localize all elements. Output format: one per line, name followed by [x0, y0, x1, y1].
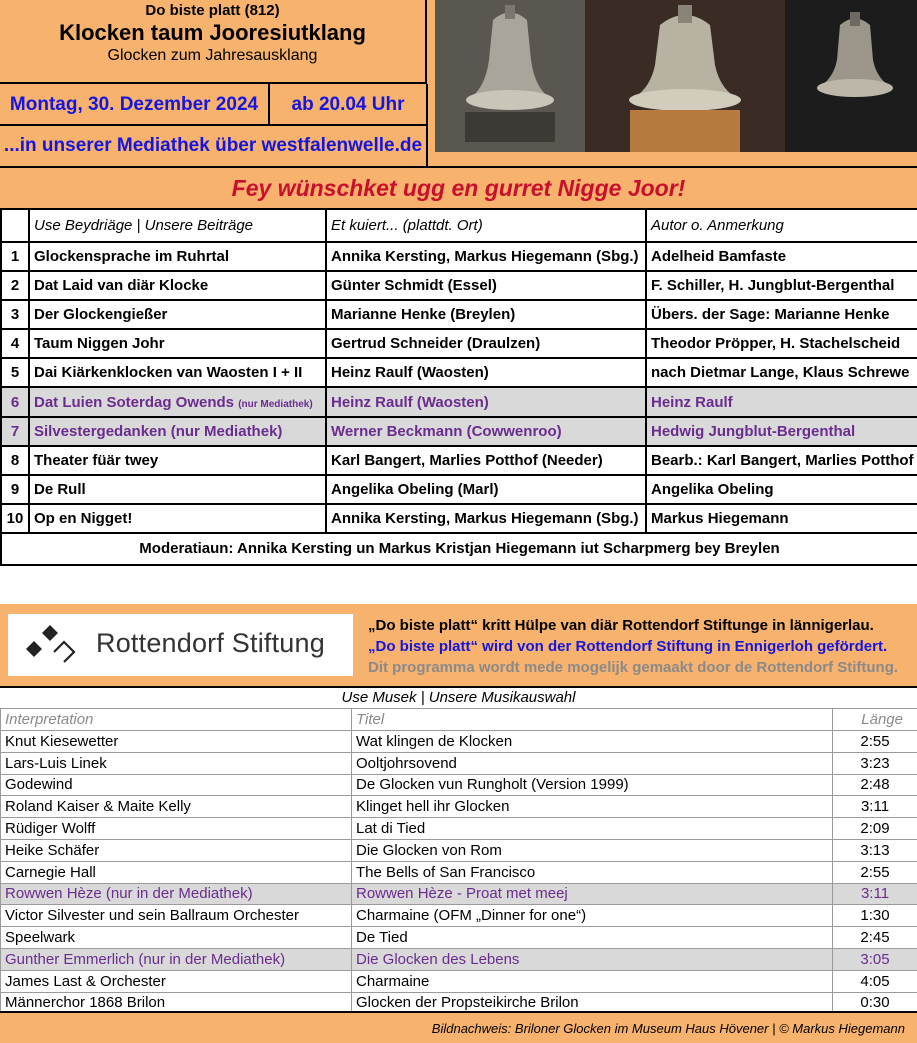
broadcast-time: ab 20.04 Uhr [270, 84, 428, 126]
bell-right-icon [785, 0, 917, 152]
header-info [0, 0, 428, 166]
music-artist: Knut Kiesewetter [1, 731, 352, 753]
bell-left-icon [435, 0, 585, 152]
music-length: 2:55 [833, 731, 917, 753]
title-box [0, 0, 427, 84]
music-length: 3:23 [833, 752, 917, 774]
row-number: 4 [1, 329, 29, 358]
music-table [0, 708, 917, 1014]
contribution-title: Glockensprache im Ruhrtal [29, 242, 326, 271]
contribution-row [1, 446, 917, 475]
mediathek-link[interactable]: ...in unserer Mediathek über westfalenwelle.de [0, 126, 428, 166]
contribution-title [29, 387, 326, 416]
music-length: 3:13 [833, 839, 917, 861]
contribution-title: Theater füär twey [29, 446, 326, 475]
bell-middle-icon [585, 0, 785, 152]
music-artist: Heike Schäfer [1, 839, 352, 861]
contribution-author: Adelheid Bamfaste [646, 242, 917, 271]
contribution-author: Markus Hiegemann [646, 504, 917, 533]
image-credits: Bildnachweis: Briloner Glocken im Museum Haus Hövener | © Markus Hiegemann [431, 1021, 905, 1036]
contribution-author: nach Dietmar Lange, Klaus Schrewe [646, 358, 917, 387]
music-length: 3:05 [833, 948, 917, 970]
contribution-speaker: Marianne Henke (Breylen) [326, 300, 646, 329]
contribution-title: Dat Laid van diär Klocke [29, 271, 326, 300]
contribution-row [1, 475, 917, 504]
contributions-header-row [1, 209, 917, 242]
music-row [1, 839, 917, 861]
row-number: 10 [1, 504, 29, 533]
music-title: Glocken der Propsteikirche Brilon [352, 992, 833, 1014]
header-num-cell [1, 209, 29, 242]
contribution-title: De Rull [29, 475, 326, 504]
header-speaker: Et kuiert... (plattdt. Ort) [326, 209, 646, 242]
contribution-speaker: Günter Schmidt (Essel) [326, 271, 646, 300]
contribution-row [1, 504, 917, 533]
music-row [1, 774, 917, 796]
music-artist: Männerchor 1868 Brilon [1, 992, 352, 1014]
music-title: De Glocken vun Rungholt (Version 1999) [352, 774, 833, 796]
contribution-title: Silvestergedanken (nur Mediathek) [29, 417, 326, 446]
contribution-speaker: Karl Bangert, Marlies Potthof (Needer) [326, 446, 646, 475]
row-number: 1 [1, 242, 29, 271]
music-length: 2:45 [833, 927, 917, 949]
rottendorf-logo[interactable] [8, 614, 353, 676]
bells-illustration [435, 0, 917, 152]
music-length: 2:09 [833, 818, 917, 840]
music-row [1, 905, 917, 927]
contribution-author: Hedwig Jungblut-Bergenthal [646, 417, 917, 446]
music-title: Lat di Tied [352, 818, 833, 840]
logo-suffix: Stiftung [231, 628, 325, 658]
greeting-banner: Fey wünschket ugg en gurret Nigge Joor! [0, 168, 917, 208]
row-number: 3 [1, 300, 29, 329]
header-title: Titel [352, 709, 833, 731]
music-title: Ooltjohrsovend [352, 752, 833, 774]
music-length: 3:11 [833, 883, 917, 905]
music-row-mediathek [1, 883, 917, 905]
contribution-author: Bearb.: Karl Bangert, Marlies Potthof [646, 446, 917, 475]
broadcast-date: Montag, 30. Dezember 2024 [0, 84, 270, 126]
row-number: 7 [1, 417, 29, 446]
music-title: Die Glocken von Rom [352, 839, 833, 861]
row-number: 5 [1, 358, 29, 387]
show-title: Klocken taum Jooresiutklang [59, 20, 366, 45]
music-row [1, 731, 917, 753]
music-length: 2:55 [833, 861, 917, 883]
music-length: 0:30 [833, 992, 917, 1014]
music-length: 4:05 [833, 970, 917, 992]
contribution-title: Taum Niggen Johr [29, 329, 326, 358]
music-row [1, 796, 917, 818]
music-artist: Lars-Luis Linek [1, 752, 352, 774]
music-row [1, 818, 917, 840]
music-title: Die Glocken des Lebens [352, 948, 833, 970]
contribution-title-text: Dat Luien Soterdag Owends [34, 393, 235, 411]
music-title: The Bells of San Francisco [352, 861, 833, 883]
music-artist: James Last & Orchester [1, 970, 352, 992]
sponsor-banner [0, 604, 917, 686]
music-title: Charmaine [352, 970, 833, 992]
row-number: 9 [1, 475, 29, 504]
moderation-row [1, 533, 917, 565]
music-length: 2:48 [833, 774, 917, 796]
header [0, 0, 917, 166]
contribution-author: Angelika Obeling [646, 475, 917, 504]
contribution-row-mediathek [1, 417, 917, 446]
header-length: Länge [833, 709, 917, 731]
contribution-author: Theodor Pröpper, H. Stachelscheid [646, 329, 917, 358]
music-header-row [1, 709, 917, 731]
logo-wordmark [96, 628, 325, 659]
contribution-speaker: Angelika Obeling (Marl) [326, 475, 646, 504]
contribution-speaker: Heinz Raulf (Waosten) [326, 358, 646, 387]
contribution-row [1, 271, 917, 300]
footer [0, 1011, 917, 1043]
music-artist: Godewind [1, 774, 352, 796]
music-length: 1:30 [833, 905, 917, 927]
show-subtitle: Glocken zum Jahresausklang [107, 47, 318, 64]
music-artist: Rowwen Hèze (nur in der Mediathek) [1, 883, 352, 905]
music-row-mediathek [1, 948, 917, 970]
music-length: 3:11 [833, 796, 917, 818]
music-caption: Use Musek | Unsere Musikauswahl [341, 689, 576, 706]
sponsor-text-plattdeutsch: „Do biste platt“ kritt Hülpe van diär Rottendorf Stiftunge in lännigerlau. [368, 617, 874, 634]
contribution-row [1, 300, 917, 329]
rottendorf-diamond-icon [20, 614, 80, 676]
row-number: 2 [1, 271, 29, 300]
music-artist: Roland Kaiser & Maite Kelly [1, 796, 352, 818]
music-artist: Speelwark [1, 927, 352, 949]
contribution-speaker: Annika Kersting, Markus Hiegemann (Sbg.) [326, 504, 646, 533]
music-artist: Victor Silvester und sein Ballraum Orchester [1, 905, 352, 927]
music-artist: Gunther Emmerlich (nur in der Mediathek) [1, 948, 352, 970]
row-number: 6 [1, 387, 29, 416]
contributions-table [0, 208, 917, 566]
contribution-speaker: Gertrud Schneider (Draulzen) [326, 329, 646, 358]
contribution-speaker: Annika Kersting, Markus Hiegemann (Sbg.) [326, 242, 646, 271]
header-author: Autor o. Anmerkung [646, 209, 917, 242]
header-interpretation: Interpretation [1, 709, 352, 731]
row-number: 8 [1, 446, 29, 475]
contribution-speaker: Heinz Raulf (Waosten) [326, 387, 646, 416]
music-title: Wat klingen de Klocken [352, 731, 833, 753]
bells-photo [435, 0, 917, 152]
music-title: Charmaine (OFM „Dinner for one“) [352, 905, 833, 927]
music-row [1, 927, 917, 949]
contribution-author: Heinz Raulf [646, 387, 917, 416]
sponsor-text-dutch: Dit programma wordt mede mogelijk gemaakt door de Rottendorf Stiftung. [368, 659, 899, 676]
contribution-title: Der Glockengießer [29, 300, 326, 329]
sponsor-text-german: „Do biste platt“ wird von der Rottendorf Stiftung in Ennigerloh gefördert. [368, 638, 888, 655]
music-artist: Rüdiger Wolff [1, 818, 352, 840]
music-artist: Carnegie Hall [1, 861, 352, 883]
music-row [1, 861, 917, 883]
contribution-title: Op en Nigget! [29, 504, 326, 533]
mediathek-note: (nur Mediathek) [238, 398, 313, 410]
contribution-author: F. Schiller, H. Jungblut-Bergenthal [646, 271, 917, 300]
contribution-row [1, 242, 917, 271]
music-row [1, 970, 917, 992]
music-title: De Tied [352, 927, 833, 949]
contribution-author: Übers. der Sage: Marianne Henke [646, 300, 917, 329]
music-row [1, 752, 917, 774]
contribution-title: Dai Kiärkenklocken van Waosten I + II [29, 358, 326, 387]
moderation-text: Moderatiaun: Annika Kersting un Markus Kristjan Hiegemann iut Scharpmerg bey Breylen [1, 533, 917, 565]
contribution-speaker: Werner Beckmann (Cowwenroo) [326, 417, 646, 446]
header-contributions: Use Beydriäge | Unsere Beiträge [29, 209, 326, 242]
contribution-row [1, 358, 917, 387]
music-title: Rowwen Hèze - Proat met meej [352, 883, 833, 905]
logo-name: Rottendorf [96, 628, 225, 658]
music-title: Klinget hell ihr Glocken [352, 796, 833, 818]
show-number: Do biste platt (812) [145, 2, 280, 19]
contribution-row [1, 329, 917, 358]
contribution-row-mediathek [1, 387, 917, 416]
